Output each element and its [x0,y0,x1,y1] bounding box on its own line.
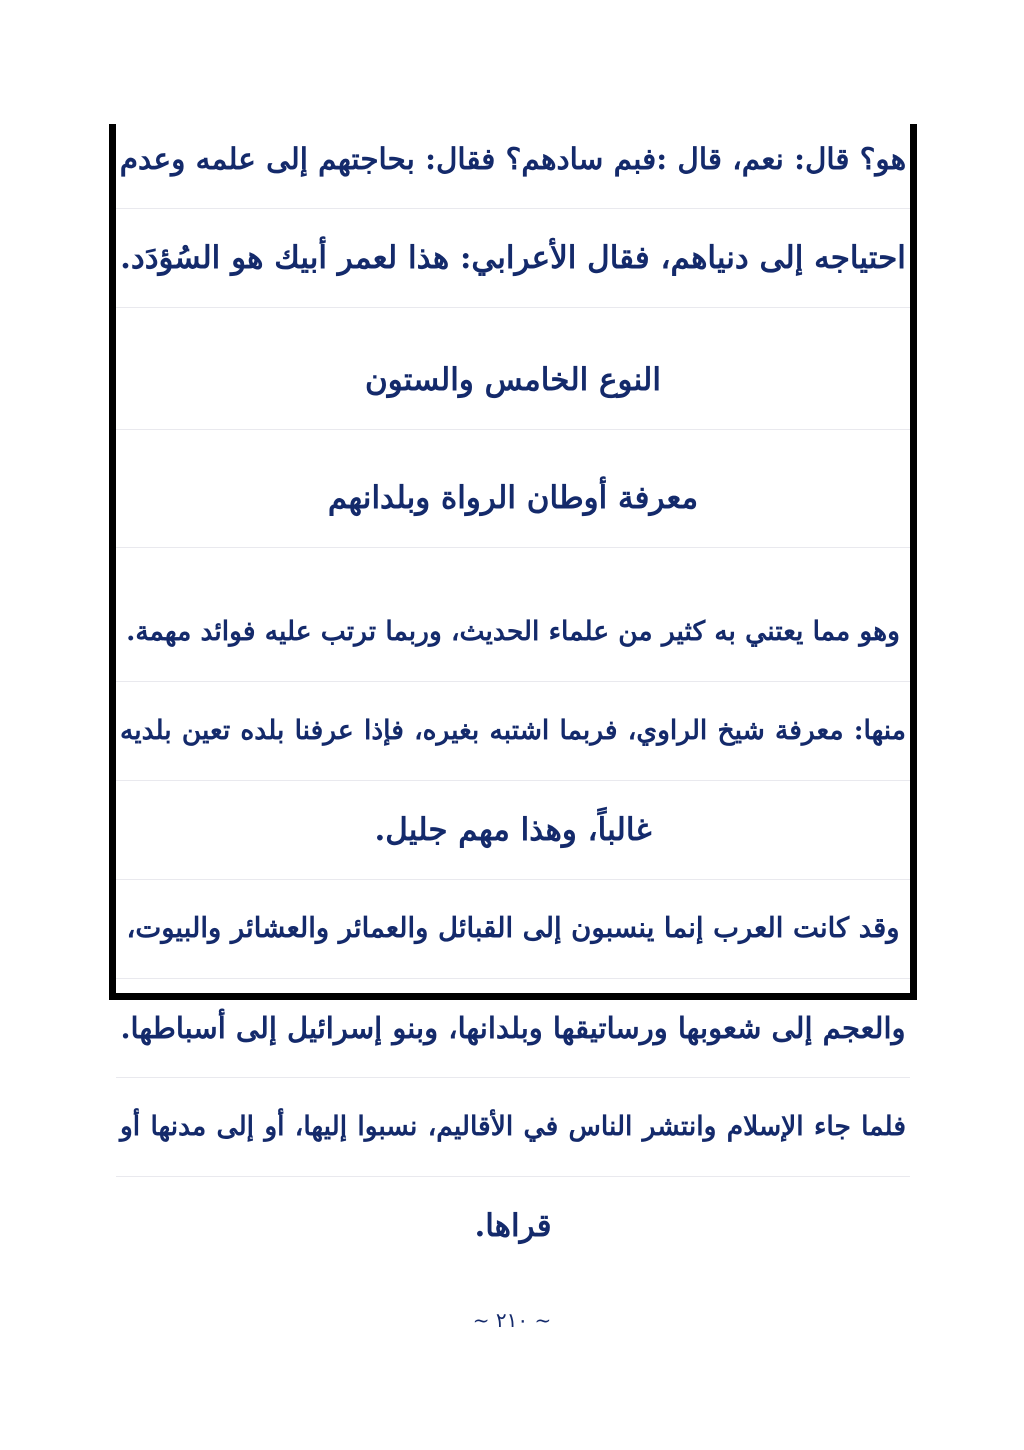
text-line-1-content: هو؟ قال: نعم، قال :فبم سادهم؟ فقال: بحاجتهم إلى علمه وعدم [119,141,907,177]
text-line-1 [116,110,910,209]
text-line-10-content: فلما جاء الإسلام وانتشر الناس في الأقاليم، نسبوا إليها، أو إلى مدنها أو [120,1110,906,1142]
text-line-7-content: غالباً، وهذا مهم جليل. [374,811,652,848]
text-line-10 [116,1078,910,1177]
text-line-9 [116,979,910,1078]
section-subheading-content: معرفة أوطان الرواة وبلدانهم [327,479,699,516]
text-line-8 [116,880,910,979]
text-line-5 [116,583,910,682]
text-line-6 [116,682,910,781]
section-heading-content: النوع الخامس والستون [365,361,661,398]
text-line-7 [116,781,910,880]
text-line-8-content: وقد كانت العرب إنما ينسبون إلى القبائل والعمائر والعشائر والبيوت، [126,912,900,945]
section-subheading [116,449,910,548]
text-line-11-content: قراها. [474,1208,552,1244]
page-number: ~ ٢١٠ ~ [472,1308,552,1332]
section-heading [116,331,910,430]
text-line-9-content: والعجم إلى شعوبها ورساتيقها وبلدانها، وبنو إسرائيل إلى أسباطها. [120,1010,906,1045]
text-line-11 [116,1177,910,1276]
text-line-6-content: منها: معرفة شيخ الراوي، فربما اشتبه بغيره، فإذا عرفنا بلده تعين بلديه [120,714,906,746]
text-line-5-content: وهو مما يعتني به كثير من علماء الحديث، وربما ترتب عليه فوائد مهمة. [126,615,900,647]
text-line-2 [116,209,910,308]
text-line-2-content: احتياجه إلى دنياهم، فقال الأعرابي: هذا لعمر أبيك هو السُؤدَد. [120,239,906,276]
